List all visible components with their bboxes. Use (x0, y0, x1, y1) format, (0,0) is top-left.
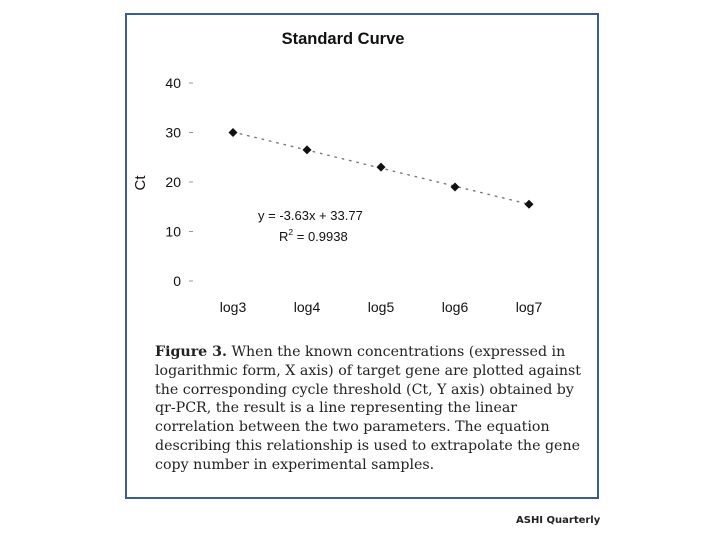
standard-curve-chart (127, 15, 597, 335)
regression-equation: y = -3.63x + 33.77 (258, 208, 363, 223)
chart-title: Standard Curve (281, 30, 405, 48)
figure-caption (155, 343, 595, 475)
figure-frame (125, 13, 599, 499)
x-tick-label: log6 (441, 299, 469, 315)
x-tick-label: log3 (219, 299, 247, 315)
data-point (451, 182, 460, 191)
r-squared: $R^2 = 0.9938$ (279, 227, 348, 244)
y-tick-label: 30 (165, 124, 181, 141)
y-tick-label: 40 (165, 75, 181, 91)
x-tick-label: log5 (367, 299, 395, 315)
y-axis-label: Ct (132, 175, 149, 191)
data-point (525, 200, 534, 209)
x-tick-label: log7 (515, 299, 543, 315)
y-tick-label: 20 (165, 174, 181, 190)
y-tick-label: 10 (165, 223, 181, 240)
data-point (229, 128, 238, 137)
y-tick-label: 0 (173, 273, 181, 289)
data-point (377, 163, 386, 172)
data-point (303, 145, 312, 154)
caption-label: Figure 3. (155, 344, 227, 360)
caption-text: When the known concentrations (expressed in logarithmic form, X axis) of target gene are plotted against the corresponding cycle threshold (Ct, Y axis) obtained by qr-PCR, the result is a line representing the linear correlation between the two parameters. The equation describing this relationship is used to extrapolate the gene copy number in experimental samples. (155, 344, 582, 473)
source-credit: ASHI Quarterly (516, 515, 601, 526)
x-tick-label: log4 (293, 299, 321, 315)
